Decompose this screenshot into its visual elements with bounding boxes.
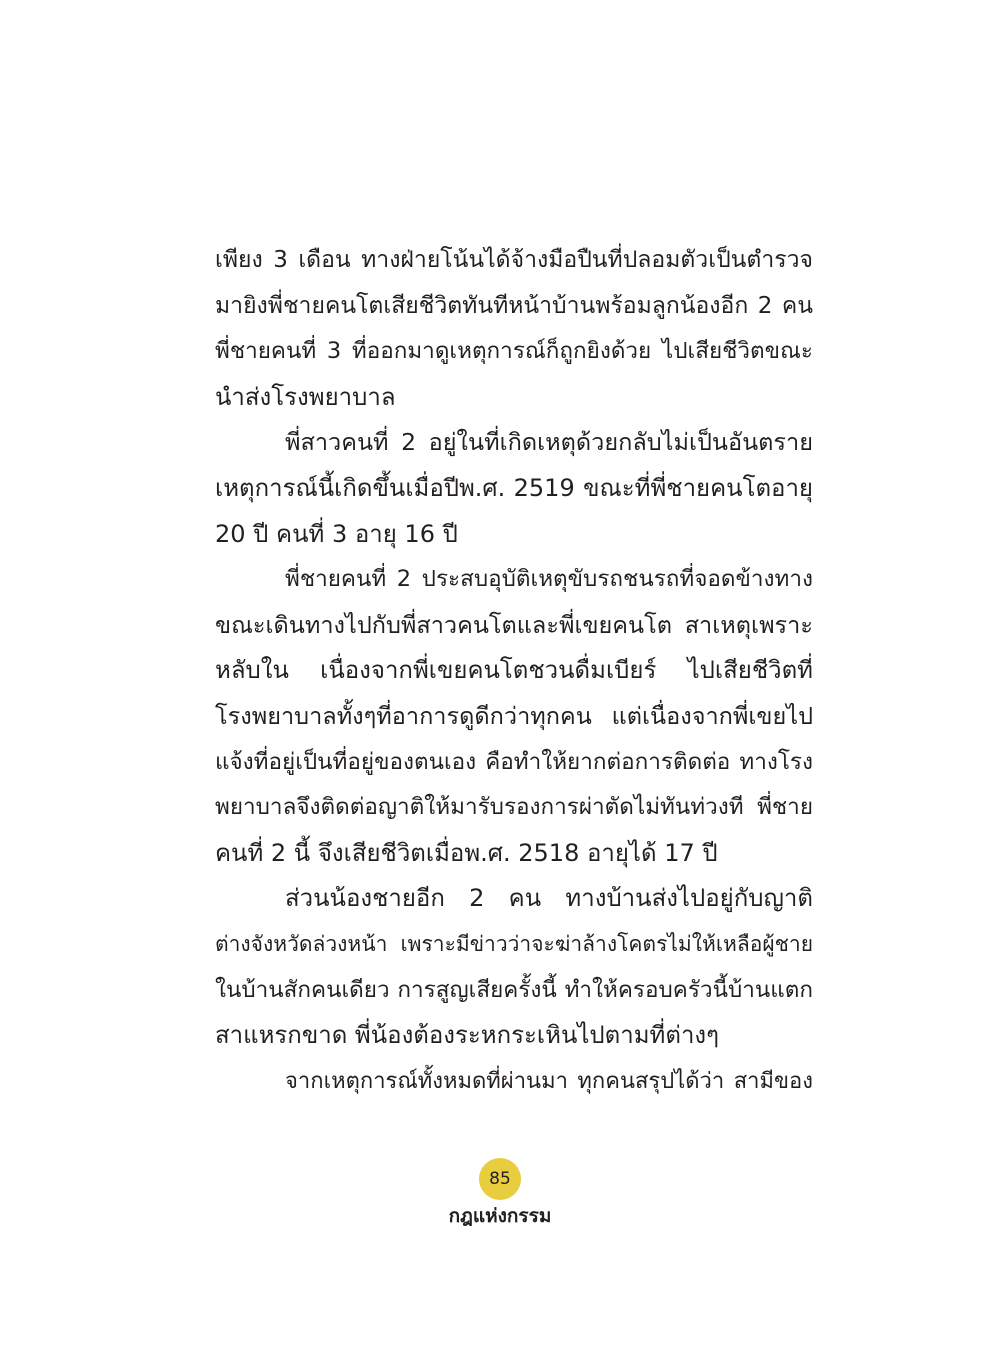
text-line: คนที่ 2 นี้ จึงเสียชีวิตเมื่อพ.ศ. 2518 อายุได้ 17 ปี [215, 838, 718, 867]
text-line: พี่สาวคนที่ 2 อยู่ในที่เกิดเหตุด้วยกลับไม่เป็นอันตราย [285, 428, 813, 457]
text-line: ขณะเดินทางไปกับพี่สาวคนโตและพี่เขยคนโต สาเหตุเพราะ [215, 610, 813, 639]
text-line: จากเหตุการณ์ทั้งหมดที่ผ่านมา ทุกคนสรุปได้ว่า สามีของ [285, 1068, 813, 1094]
text-line: มายิงพี่ชายคนโตเสียชีวิตทันทีหน้าบ้านพร้อมลูกน้องอีก 2 คน [215, 292, 813, 319]
body-text [215, 238, 813, 1104]
text-line: ต่างจังหวัดล่วงหน้า เพราะมีข่าวว่าจะฆ่าล้างโคตรไม่ให้เหลือผู้ชาย [215, 931, 813, 956]
text-line: นำส่งโรงพยาบาล [215, 382, 396, 411]
text-line: สาแหรกขาด พี่น้องต้องระหกระเหินไปตามที่ต่างๆ [215, 1021, 720, 1050]
text-line: 20 ปี คนที่ 3 อายุ 16 ปี [215, 519, 458, 548]
text-line: แจ้งที่อยู่เป็นที่อยู่ของตนเอง คือทำให้ยากต่อการติดต่อ ทางโรง [215, 748, 813, 775]
text-line: พี่ชายคนที่ 2 ประสบอุบัติเหตุขับรถชนรถที่จอดข้างทาง [285, 566, 813, 593]
text-line: พี่ชายคนที่ 3 ที่ออกมาดูเหตุการณ์ก็ถูกยิงด้วย ไปเสียชีวิตขณะ [215, 338, 813, 365]
text-line: ส่วนน้องชายอีก 2 คน ทางบ้านส่งไปอยู่กับญาติ [285, 884, 813, 913]
text-line: โรงพยาบาลทั้งๆที่อาการดูดีกว่าทุกคน แต่เนื่องจากพี่เขยไป [215, 701, 813, 730]
text-line: ในบ้านสักคนเดียว การสูญเสียครั้งนี้ ทำให้ครอบครัวนี้บ้านแตก [215, 976, 813, 1003]
text-line: พยาบาลจึงติดต่อญาติให้มารับรองการผ่าตัดไม่ทันท่วงที พี่ชาย [215, 794, 813, 821]
page-number-badge: 85 [479, 1158, 521, 1200]
text-line: เพียง 3 เดือน ทางฝ่ายโน้นได้จ้างมือปืนที่ปลอมตัวเป็นตำรวจ [215, 247, 813, 273]
text-line: หลับใน เนื่องจากพี่เขยคนโตชวนดื่มเบียร์ ไปเสียชีวิตที่ [215, 656, 813, 685]
text-line: เหตุการณ์นี้เกิดขึ้นเมื่อปีพ.ศ. 2519 ขณะที่พี่ชายคนโตอายุ [215, 473, 813, 502]
page-footer [0, 1158, 1000, 1230]
book-title: กฎแห่งกรรม [448, 1205, 552, 1227]
